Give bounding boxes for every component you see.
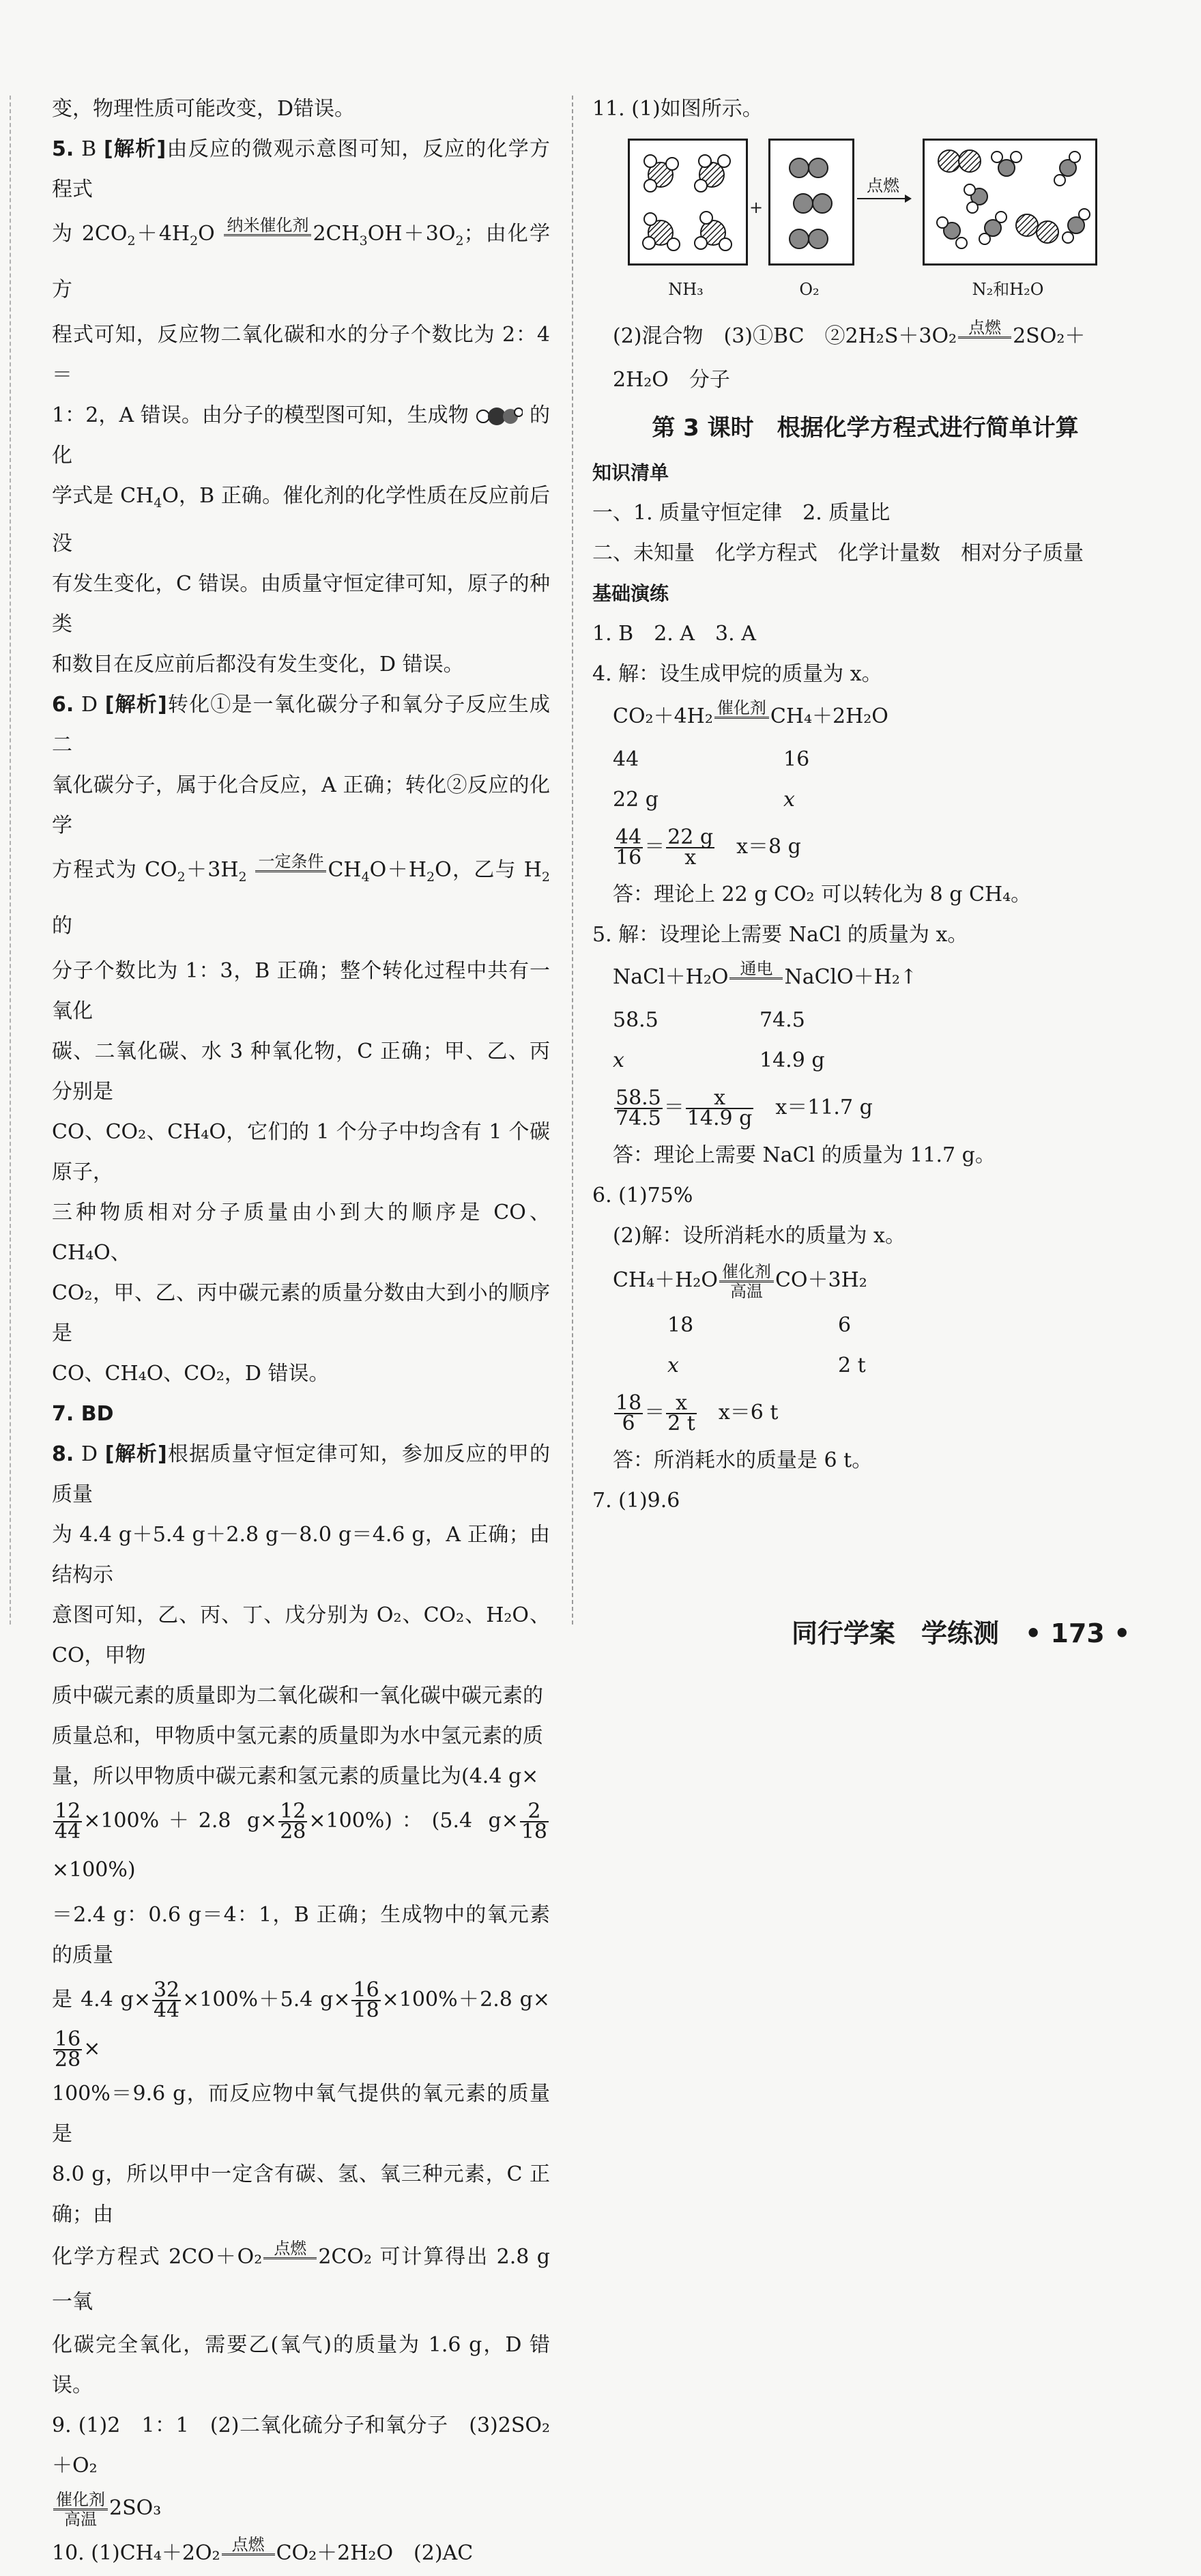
line: CO₂，甲、乙、丙中碳元素的质量分数由大到小的顺序是 (52, 1281, 550, 1345)
line: CO、CO₂、CH₄O，它们的 1 个分子中均含有 1 个碳原子， (52, 1120, 550, 1184)
condition-arrow: 纳米催化剂 (224, 216, 311, 254)
condition-arrow: 点燃 (958, 319, 1011, 356)
fraction: $\frac{12}{28}$ (280, 1799, 306, 1844)
line: CO、CH₄O、CO₂，D 错误。 (52, 1362, 330, 1386)
condition-arrow: 点燃 (222, 2536, 275, 2573)
line: 2H₂O 分子 (613, 368, 730, 392)
q5-equation-line: 为 $2CO_2+4H_2O$ 纳米催化剂 $2CH_3OH+3O_2$；由化学方 (52, 215, 550, 302)
column-divider (572, 96, 573, 1625)
question-6-right: 6. (1)75% (592, 1184, 693, 1207)
nh3-molecules-icon (630, 141, 746, 263)
question-9: 9. (1)2 1：1 (2)二氧化硫分子和氧分子 (3)2SO₂＋O₂ (52, 2414, 550, 2478)
fraction: $\frac{12}{44}$ (55, 1799, 81, 1844)
condition-arrow: 通电 (729, 960, 783, 997)
question-8: 8. D [解析]根据质量守恒定律可知，参加反应的甲的质量 (52, 1442, 550, 1506)
line: 质中碳元素的质量即为二氧化碳和一氧化碳中碳元素的 (52, 1684, 543, 1708)
o2-box (768, 139, 854, 266)
line: 1：2，A 错误。由分子的模型图可知，生成物 的化 (52, 403, 550, 468)
q4-calculation: CO₂＋4H₂ 催化剂 CH₄＋2H₂O 44 16 22 g x $\frac{44}{16}$ ＝ $\frac{22 g}{x}$ x＝8 g 答：理论上 22 g CO₂ 可以转化为 8 g CH₄。 (613, 698, 1032, 906)
line: 量，所以甲物质中碳元素和氢元素的质量比为(4.4 g× (52, 1764, 539, 1788)
line: 1. B 2. A 3. A (592, 622, 756, 646)
plus-sign: + (749, 198, 764, 217)
line: 意图可知，乙、丙、丁、戊分别为 O₂、CO₂、H₂O、CO，甲物 (52, 1603, 550, 1668)
line: 学式是 $CH_4O$，B 正确。催化剂的化学性质在反应前后没 (52, 484, 550, 556)
line: 化碳完全氧化，需要乙(氧气)的质量为 1.6 g，D 错误。 (52, 2333, 550, 2397)
question-6: 6. D [解析]转化①是一氧化碳分子和氧分子反应生成二 (52, 693, 550, 757)
condition-arrow: 催化剂 高温 (719, 1263, 774, 1300)
question-5: 5. B [解析]由反应的微观示意图可知，反应的化学方程式 (52, 137, 551, 201)
heading-knowledge-list: 知识清单 (592, 461, 669, 484)
molecule-model-icon (475, 404, 523, 429)
question-7: 7. BD (52, 1402, 114, 1426)
line: 为 4.4 g＋5.4 g＋2.8 g－8.0 g＝4.6 g，A 正确；由结构示 (52, 1523, 550, 1587)
fraction: $\frac{2}{18}$ (521, 1799, 547, 1844)
question-7-right: 7. (1)9.6 (592, 1489, 680, 1513)
nh3-label: NH₃ (668, 280, 704, 299)
product-molecules-icon (925, 141, 1095, 263)
line: 分子个数比为 1：3，B 正确；整个转化过程中共有一氧化 (52, 959, 550, 1023)
line: 程式可知，反应物二氧化碳和水的分子个数比为 2：4＝ (52, 323, 550, 387)
line: 和数目在反应前后都没有发生变化，D 错误。 (52, 653, 464, 676)
line: 氧化碳分子，属于化合反应，A 正确；转化②反应的化学 (52, 773, 550, 838)
line: 三种物质相对分子质量由小到大的顺序是 CO、CH₄O、 (52, 1201, 550, 1265)
fraction: $\frac{16}{28}$ (55, 2027, 81, 2072)
line: 变，物理性质可能改变，D错误。 (52, 97, 356, 121)
product-box (923, 139, 1097, 266)
line: 有发生变化，C 错误。由质量守恒定律可知，原子的种类 (52, 572, 550, 636)
fire-label: 点燃 (867, 176, 899, 195)
line: ＝2.4 g：0.6 g＝4：1，B 正确；生成物中的氧元素的质量 (52, 1903, 550, 1967)
fraction: $\frac{16}{18}$ (353, 1978, 379, 2022)
left-margin-divider (10, 96, 11, 1625)
o2-label: O₂ (799, 280, 820, 299)
page-footer: 同行学案 学练测 • 173 • (792, 1618, 1131, 1648)
q5-calculation: NaCl＋H₂O 通电 NaClO＋H₂↑ 58.5 74.5 x 14.9 g $\frac{58.5}{74.5}$ ＝ $\frac{x}{14.9 g}$ x＝11.7 g 答：理论上需要 NaCl 的质量为 11.7 g。 (613, 958, 996, 1167)
line: 二、未知量 化学方程式 化学计量数 相对分子质量 (592, 541, 1084, 565)
condition-arrow: 催化剂 高温 (53, 2491, 108, 2528)
q11-line: (2)混合物 (3)①BC ②2H₂S＋3O₂ 点燃 2SO₂＋ (592, 313, 1138, 360)
question-5-right: 5. 解：设理论上需要 NaCl 的质量为 x。 (592, 923, 968, 947)
line: 化学方程式 2CO＋O₂ 点燃 2CO₂ 可计算得出 2.8 g 一氧 (52, 2238, 551, 2314)
reaction-diagram (592, 133, 1138, 311)
arrow-icon (857, 193, 912, 204)
q6-calculation: CH₄＋H₂O 催化剂 高温 CO＋3H₂ 18 6 x 2 t $\frac{18}{6}$ ＝ $\frac{x}{2 t}$ x＝6 t 答：所消耗水的质量是 6 t。 (613, 1261, 873, 1472)
heading-basic-practice: 基础演练 (592, 582, 669, 605)
fraction-line: $\frac{12}{44}$ ×100%＋2.8 g× $\frac{12}{28}$ ×100%)：(5.4 g× $\frac{2}{18}$ ×100%) (52, 1799, 547, 1882)
fraction-line: 是 4.4 g× $\frac{32}{44}$ ×100%＋5.4 g× $\frac{16}{18}$ ×100%＋2.8 g× $\frac{16}{28}$ × (52, 1978, 550, 2072)
left-column (52, 89, 550, 2576)
condition-arrow: 点燃 (263, 2239, 317, 2277)
section-title: 第 3 课时 根据化学方程式进行简单计算 (652, 414, 1079, 442)
q9-equation-cont: 催化剂 高温 2SO₃ (52, 2486, 550, 2531)
line: 一、1. 质量守恒定律 2. 质量比 (592, 501, 891, 525)
right-column (592, 89, 1138, 1521)
question-10: 10. (1)CH₄＋2O₂ 点燃 CO₂＋2H₂O (2)AC (52, 2531, 550, 2576)
line: 100%＝9.6 g，而反应物中氧气提供的氧元素的质量是 (52, 2082, 550, 2146)
question-4: 4. 解：设生成甲烷的质量为 x。 (592, 662, 882, 686)
q6-equation-line: 方程式为 $CO_2+3H_2$ 一定条件 $CH_4O+H_2O$，乙与 $H_2$ 的 (52, 851, 550, 938)
condition-arrow: 一定条件 (255, 853, 326, 890)
o2-molecules-icon (770, 141, 852, 263)
condition-arrow: 催化剂 (714, 699, 769, 736)
line: (2)解：设所消耗水的质量为 x。 (613, 1224, 906, 1248)
nh3-box (628, 139, 748, 266)
product-label: N₂和H₂O (972, 280, 1044, 299)
question-11: 11. (1)如图所示。 (592, 97, 763, 121)
line: 质量总和，甲物质中氢元素的质量即为水中氢元素的质 (52, 1724, 543, 1748)
fraction: $\frac{32}{44}$ (153, 1978, 180, 2022)
line: 8.0 g，所以甲中一定含有碳、氢、氧三种元素，C 正确；由 (52, 2162, 550, 2227)
line: 碳、二氧化碳、水 3 种氧化物，C 正确；甲、乙、丙分别是 (52, 1040, 550, 1104)
